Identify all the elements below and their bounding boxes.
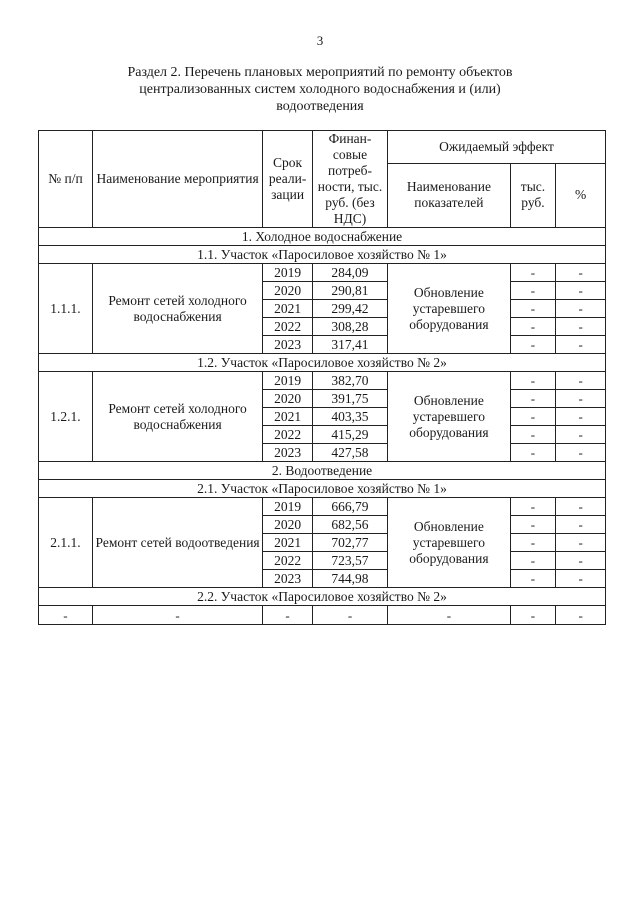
finance-cell: 317,41 bbox=[312, 336, 387, 354]
finance-cell: 427,58 bbox=[312, 444, 387, 462]
effect-thousand: - bbox=[510, 534, 555, 552]
effect-indicator: Обновление устаревшего оборудования bbox=[388, 264, 511, 354]
finance-cell: 403,35 bbox=[312, 408, 387, 426]
section-heading bbox=[60, 64, 580, 115]
effect-percent: - bbox=[556, 282, 606, 300]
year-cell: 2020 bbox=[263, 390, 313, 408]
effect-thousand: - bbox=[510, 444, 555, 462]
table-row bbox=[39, 264, 606, 282]
subsection-title: 1.1. Участок «Паросиловое хозяйство № 1» bbox=[39, 246, 606, 264]
effect-thousand: - bbox=[510, 426, 555, 444]
section-title: 1. Холодное водоснабжение bbox=[39, 228, 606, 246]
year-cell: 2021 bbox=[263, 408, 313, 426]
table-row bbox=[39, 606, 606, 625]
effect-indicator: Обновление устаревшего оборудования bbox=[388, 498, 511, 588]
finance-cell: 666,79 bbox=[312, 498, 387, 516]
effect-percent: - bbox=[556, 336, 606, 354]
header-thousand: тыс. руб. bbox=[510, 163, 555, 227]
empty-cell: - bbox=[312, 606, 387, 625]
subsection-title: 2.1. Участок «Паросиловое хозяйство № 1» bbox=[39, 480, 606, 498]
item-number: 1.1.1. bbox=[39, 264, 93, 354]
year-cell: 2020 bbox=[263, 282, 313, 300]
item-name: Ремонт сетей водоотведения bbox=[92, 498, 262, 588]
header-num: № п/п bbox=[39, 131, 93, 228]
heading-line: централизованных систем холодного водоснабжения и (или) bbox=[139, 82, 501, 97]
finance-cell: 391,75 bbox=[312, 390, 387, 408]
header-term: Срок реали-зации bbox=[263, 131, 313, 228]
table-row bbox=[39, 498, 606, 516]
year-cell: 2023 bbox=[263, 570, 313, 588]
effect-indicator: Обновление устаревшего оборудования bbox=[388, 372, 511, 462]
year-cell: 2022 bbox=[263, 318, 313, 336]
header-indicator: Наименование показателей bbox=[388, 163, 511, 227]
finance-cell: 308,28 bbox=[312, 318, 387, 336]
header-name: Наименование мероприятия bbox=[92, 131, 262, 228]
header-percent: % bbox=[556, 163, 606, 227]
effect-thousand: - bbox=[510, 516, 555, 534]
subsection-title: 1.2. Участок «Паросиловое хозяйство № 2» bbox=[39, 354, 606, 372]
empty-cell: - bbox=[263, 606, 313, 625]
year-cell: 2021 bbox=[263, 300, 313, 318]
heading-line: водоотведения bbox=[276, 99, 364, 114]
finance-cell: 299,42 bbox=[312, 300, 387, 318]
year-cell: 2020 bbox=[263, 516, 313, 534]
effect-thousand: - bbox=[510, 300, 555, 318]
header-finance: Финан-совые потреб-ности, тыс. руб. (без НДС) bbox=[312, 131, 387, 228]
effect-percent: - bbox=[556, 372, 606, 390]
year-cell: 2023 bbox=[263, 444, 313, 462]
finance-cell: 744,98 bbox=[312, 570, 387, 588]
effect-thousand: - bbox=[510, 372, 555, 390]
effect-percent: - bbox=[556, 498, 606, 516]
effect-percent: - bbox=[556, 264, 606, 282]
empty-cell: - bbox=[556, 606, 606, 625]
year-cell: 2019 bbox=[263, 372, 313, 390]
effect-percent: - bbox=[556, 408, 606, 426]
table-row bbox=[39, 372, 606, 390]
subsection-title: 2.2. Участок «Паросиловое хозяйство № 2» bbox=[39, 588, 606, 606]
empty-cell: - bbox=[39, 606, 93, 625]
effect-percent: - bbox=[556, 552, 606, 570]
item-name: Ремонт сетей холодного водоснабжения bbox=[92, 264, 262, 354]
effect-percent: - bbox=[556, 318, 606, 336]
effect-thousand: - bbox=[510, 408, 555, 426]
effect-percent: - bbox=[556, 534, 606, 552]
item-name: Ремонт сетей холодного водоснабжения bbox=[92, 372, 262, 462]
heading-line: Раздел 2. Перечень плановых мероприятий по ремонту объектов bbox=[127, 65, 513, 80]
empty-cell: - bbox=[92, 606, 262, 625]
empty-cell: - bbox=[388, 606, 511, 625]
page-number: 3 bbox=[316, 33, 324, 48]
effect-thousand: - bbox=[510, 336, 555, 354]
effect-thousand: - bbox=[510, 570, 555, 588]
effect-percent: - bbox=[556, 426, 606, 444]
repair-plan-table bbox=[38, 130, 606, 625]
year-cell: 2022 bbox=[263, 426, 313, 444]
section-title: 2. Водоотведение bbox=[39, 462, 606, 480]
effect-thousand: - bbox=[510, 390, 555, 408]
effect-percent: - bbox=[556, 570, 606, 588]
effect-percent: - bbox=[556, 444, 606, 462]
effect-percent: - bbox=[556, 516, 606, 534]
finance-cell: 702,77 bbox=[312, 534, 387, 552]
item-number: 2.1.1. bbox=[39, 498, 93, 588]
year-cell: 2019 bbox=[263, 264, 313, 282]
year-cell: 2019 bbox=[263, 498, 313, 516]
year-cell: 2021 bbox=[263, 534, 313, 552]
finance-cell: 682,56 bbox=[312, 516, 387, 534]
effect-thousand: - bbox=[510, 264, 555, 282]
year-cell: 2023 bbox=[263, 336, 313, 354]
effect-thousand: - bbox=[510, 498, 555, 516]
year-cell: 2022 bbox=[263, 552, 313, 570]
effect-percent: - bbox=[556, 390, 606, 408]
header-effect: Ожидаемый эффект bbox=[388, 131, 606, 164]
finance-cell: 382,70 bbox=[312, 372, 387, 390]
empty-cell: - bbox=[510, 606, 555, 625]
finance-cell: 415,29 bbox=[312, 426, 387, 444]
effect-percent: - bbox=[556, 300, 606, 318]
effect-thousand: - bbox=[510, 552, 555, 570]
finance-cell: 723,57 bbox=[312, 552, 387, 570]
effect-thousand: - bbox=[510, 282, 555, 300]
finance-cell: 290,81 bbox=[312, 282, 387, 300]
finance-cell: 284,09 bbox=[312, 264, 387, 282]
effect-thousand: - bbox=[510, 318, 555, 336]
item-number: 1.2.1. bbox=[39, 372, 93, 462]
